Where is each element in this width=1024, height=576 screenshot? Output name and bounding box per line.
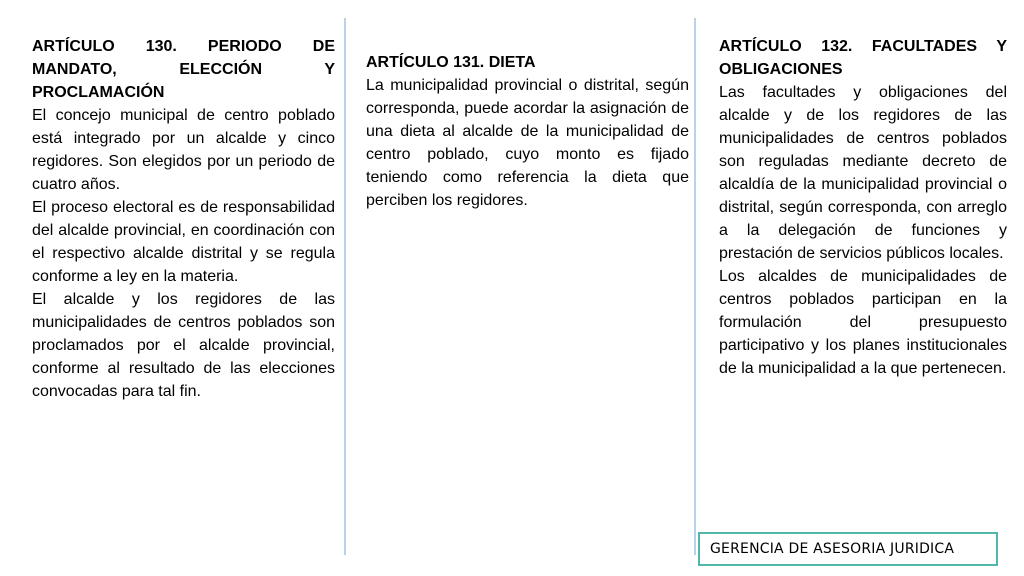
article-132-paragraph-2: Los alcaldes de municipalidades de centros poblados participan en la formulación del presupuesto participativo y los planes institucionales de la municipalidad a la que pertenecen. — [719, 268, 1007, 377]
article-131-title: ARTÍCULO 131. DIETA — [366, 54, 536, 71]
footer-label-box — [698, 532, 998, 566]
article-131-paragraph-1: La municipalidad provincial o distrital, según corresponda, puede acordar la asignación de una dieta al alcalde de la municipalidad de centro poblado, cuyo monto es fijado teniendo como referencia la dieta que perciben los regidores. — [366, 77, 689, 209]
article-130-paragraph-2: El proceso electoral es de responsabilidad del alcalde provincial, en coordinación con el respectivo alcalde distrital y se regula conforme a ley en la materia. — [32, 199, 335, 285]
article-130-paragraph-1: El concejo municipal de centro poblado está integrado por un alcalde y cinco regidores. Son elegidos por un periodo de cuatro años. — [32, 107, 335, 193]
column-divider-left — [344, 18, 346, 555]
article-131 — [366, 51, 689, 212]
footer-label: GERENCIA DE ASESORIA JURIDICA — [710, 541, 955, 557]
article-130-paragraph-3: El alcalde y los regidores de las municipalidades de centros poblados son proclamados por el alcalde provincial, conforme al resultado de las elecciones convocadas para tal fin. — [32, 291, 335, 400]
article-130-title: ARTÍCULO 130. PERIODO DE MANDATO, ELECCIÓN Y PROCLAMACIÓN — [32, 38, 335, 101]
article-132 — [719, 35, 1007, 380]
article-132-paragraph-1: Las facultades y obligaciones del alcalde y de los regidores de las municipalidades de centros poblados son reguladas mediante decreto de alcaldía de la municipalidad provincial o distrital, según corresponda, con arreglo a la delegación de funciones y prestación de servicios públicos locales. — [719, 84, 1007, 262]
column-divider-right — [694, 18, 696, 555]
article-132-title: ARTÍCULO 132. FACULTADES Y OBLIGACIONES — [719, 38, 1007, 78]
article-130 — [32, 35, 335, 403]
